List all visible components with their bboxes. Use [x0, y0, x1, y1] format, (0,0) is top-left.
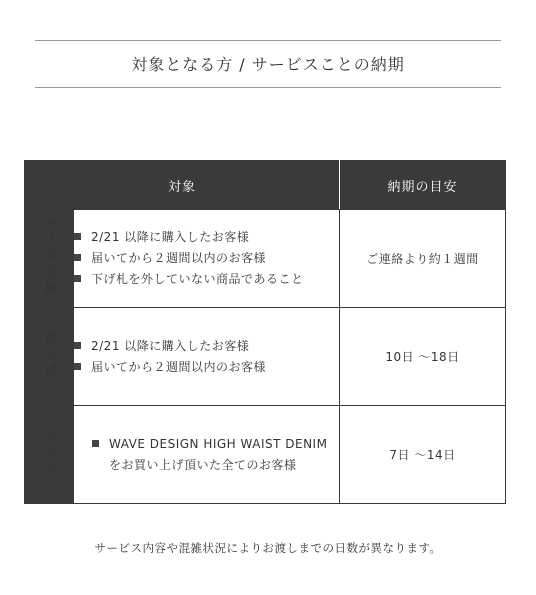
target-cell	[74, 210, 340, 308]
list-item: 2/21 以降に購入したお客様	[74, 336, 339, 357]
square-bullet-icon	[74, 342, 81, 349]
list-item: WAVE DESIGN HIGH WAIST DENIM	[92, 434, 339, 455]
square-bullet-icon	[74, 254, 81, 261]
bottom-rule	[35, 87, 501, 88]
square-bullet-icon	[74, 363, 81, 370]
row-label	[25, 406, 74, 504]
list-item: 下げ札を外していない商品であること	[74, 269, 339, 290]
row-label	[25, 210, 74, 308]
square-bullet-icon	[74, 233, 81, 240]
target-cell	[74, 406, 340, 504]
list-item-continuation: をお買い上げ頂いた全てのお客様	[109, 457, 297, 472]
page-title: 対象となる方 / サービスことの納期	[131, 54, 405, 74]
table-header-row	[25, 161, 506, 210]
period-cell: 7日 〜14日	[340, 406, 506, 504]
table-row	[25, 308, 506, 406]
period-cell: 10日 〜18日	[340, 308, 506, 406]
table-row	[25, 406, 506, 504]
row-label-text: リペア	[41, 429, 57, 477]
list-item: 2/21 以降に購入したお客様	[74, 227, 339, 248]
period-cell: ご連絡より約１週間	[340, 210, 506, 308]
row-label-text: 裾上げ	[41, 331, 57, 379]
row-label-text: サイズ交換	[41, 217, 57, 297]
square-bullet-icon	[92, 440, 99, 447]
list-item: 届いてから２週間以内のお客様	[74, 357, 339, 378]
target-cell	[74, 308, 340, 406]
footnote: サービス内容や混雑状況によりお渡しまでの日数が異なります。	[94, 541, 442, 555]
list-item: 届いてから２週間以内のお客様	[74, 248, 339, 269]
header-target: 対象	[25, 161, 340, 210]
header-period: 納期の目安	[340, 161, 506, 210]
square-bullet-icon	[74, 275, 81, 282]
service-table	[24, 160, 506, 504]
row-label	[25, 308, 74, 406]
table-row	[25, 210, 506, 308]
